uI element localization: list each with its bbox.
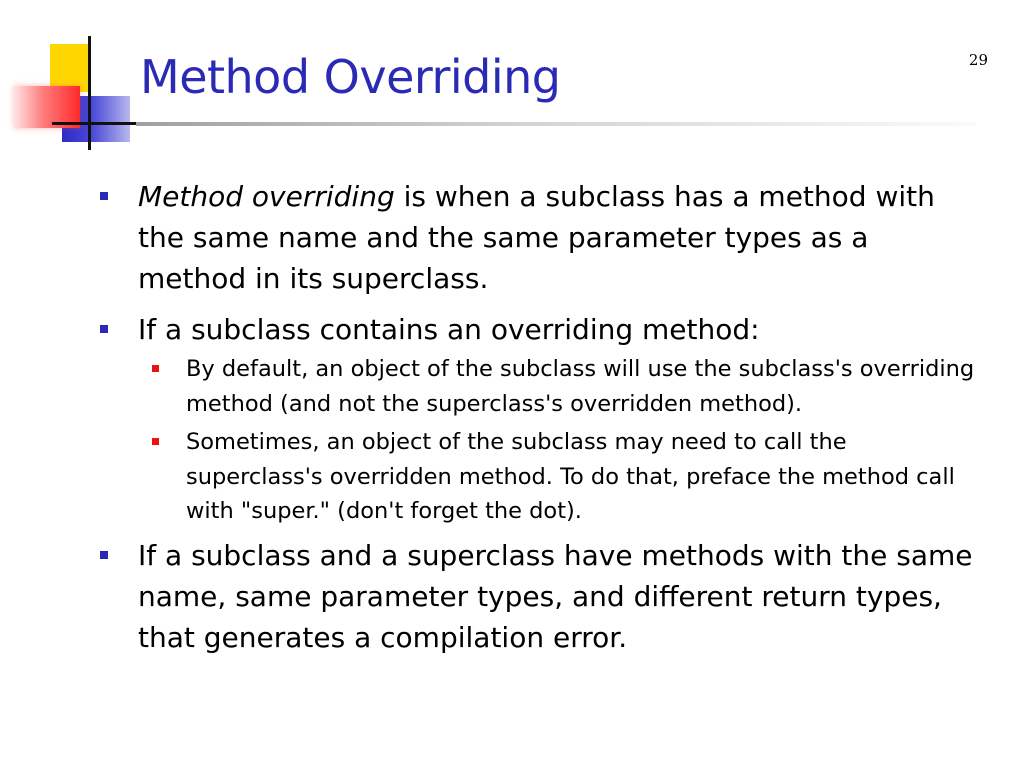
logo-horizontal-line bbox=[52, 122, 144, 125]
square-bullet-icon bbox=[152, 438, 159, 445]
square-bullet-icon bbox=[100, 325, 108, 333]
sub-bullet-text: By default, an object of the subclass will use the subclass's overriding method (and not the superclass's overridden method). bbox=[186, 356, 975, 417]
title-underline bbox=[136, 122, 976, 126]
bullet-item bbox=[96, 176, 976, 299]
slide-logo-icon bbox=[0, 0, 140, 155]
page-number: 29 bbox=[968, 51, 988, 69]
logo-vertical-line bbox=[88, 36, 91, 150]
square-bullet-icon bbox=[152, 365, 159, 372]
sub-bullet-item bbox=[96, 425, 976, 529]
square-bullet-icon bbox=[100, 192, 108, 200]
square-bullet-icon bbox=[100, 551, 108, 559]
bullet-item bbox=[96, 309, 976, 350]
sub-bullet-item bbox=[96, 352, 976, 421]
bullet-italic-term: Method overriding bbox=[138, 180, 395, 213]
slide-content bbox=[96, 176, 976, 668]
bullet-text: If a subclass and a superclass have methods with the same name, same parameter types, and different return types, that generates a compilation error. bbox=[138, 538, 973, 654]
sub-bullet-text: Sometimes, an object of the subclass may need to call the superclass's overridden method. To do that, preface the method call with "super." (don't forget the dot). bbox=[186, 429, 955, 524]
bullet-text: If a subclass contains an overriding method: bbox=[138, 313, 760, 346]
slide-title: Method Overriding bbox=[140, 50, 561, 104]
sub-bullet-list bbox=[96, 352, 976, 529]
logo-yellow-square bbox=[50, 44, 88, 92]
bullet-text: is when a subclass has a method with the same name and the same parameter types as a method in its superclass. bbox=[138, 180, 935, 295]
bullet-item bbox=[96, 535, 976, 658]
